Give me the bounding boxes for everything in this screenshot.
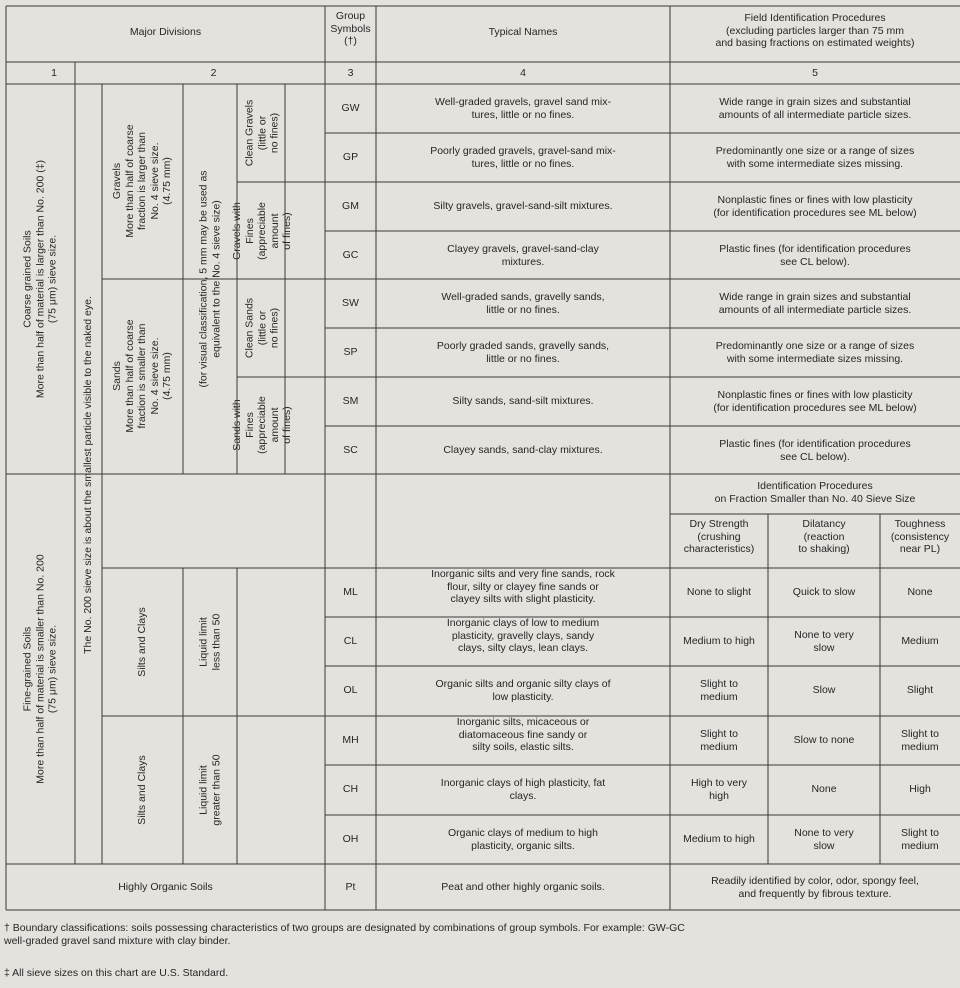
- field-procedure: Nonplastic fines or fines with low plasticity (for identification procedures see ML below): [713, 194, 917, 219]
- typical-name: Inorganic clays of low to medium plasticity, gravelly clays, sandy clays, silty clays, lean clays.: [446, 617, 600, 654]
- dilatancy-value: Quick to slow: [792, 586, 856, 598]
- dilatancy-value: Slow: [812, 684, 836, 696]
- field-procedure: Wide range in grain sizes and substantial amounts of all intermediate particle sizes.: [718, 96, 912, 121]
- toughness-header: Toughness (consistency near PL): [890, 518, 950, 555]
- field-procedure: Nonplastic fines or fines with low plasticity (for identification procedures see ML below): [713, 389, 917, 414]
- liquid-limit-low-label: Liquid limit less than 50: [197, 613, 222, 671]
- silts-clays-high-label: Silts and Clays: [135, 755, 148, 825]
- dry-strength-value: None to slight: [686, 586, 752, 598]
- toughness-value: High: [909, 783, 931, 795]
- typical-name: Silty sands, sand-silt mixtures.: [452, 395, 594, 407]
- dry-strength-value: Medium to high: [683, 833, 755, 845]
- typical-name: Inorganic silts, micaceous or diatomaceous fine sandy or silty soils, elastic silts.: [456, 716, 590, 753]
- typical-name: Clayey gravels, gravel-sand-clay mixtures.: [447, 243, 599, 268]
- typical-name: Inorganic silts and very fine sands, rock flour, silty or clayey fine sands or clayey silts with slight plasticity.: [431, 568, 615, 605]
- group-symbol: GM: [342, 200, 359, 212]
- column-number-1: 1: [51, 67, 57, 79]
- dilatancy-value: Slow to none: [793, 734, 855, 746]
- dry-strength-header: Dry Strength (crushing characteristics): [683, 518, 755, 555]
- typical-name: Organic clays of medium to high plasticity, organic silts.: [448, 827, 598, 852]
- group-symbol: Pt: [345, 881, 356, 893]
- column-number-2: 2: [210, 67, 217, 79]
- gravels-label: Gravels More than half of coarse fraction is larger than No. 4 sieve size. (4.75 mm): [110, 124, 173, 238]
- field-procedure: Predominantly one size or a range of sizes with some intermediate sizes missing.: [715, 145, 915, 170]
- column-number-4: 4: [520, 67, 526, 79]
- group-symbol: SP: [343, 346, 358, 358]
- sieve-size-note: The No. 200 sieve size is about the smallest particle visible to the naked eye.: [81, 296, 94, 654]
- dilatancy-value: None to very slow: [794, 629, 854, 654]
- silts-clays-low-label: Silts and Clays: [135, 607, 148, 677]
- liquid-limit-high-label: Liquid limit greater than 50: [197, 754, 222, 826]
- toughness-value: None: [907, 586, 933, 598]
- typical-name: Peat and other highly organic soils.: [441, 881, 605, 893]
- group-symbol: GW: [341, 102, 360, 114]
- toughness-value: Slight: [906, 684, 934, 696]
- toughness-value: Medium: [901, 635, 939, 647]
- toughness-value: Slight to medium: [901, 827, 939, 852]
- gravels-with-fines-label: Gravels with Fines (appreciable amount of fines): [230, 202, 293, 260]
- fine-grained-soils-label: Fine-grained Soils More than half of material is smaller than No. 200 (75 μm) sieve size.: [21, 554, 59, 784]
- sieve-footnote: ‡ All sieve sizes on this chart are U.S. Standard.: [4, 967, 229, 979]
- clean-gravels-label: Clean Gravels (little or no fines): [243, 99, 281, 167]
- dry-strength-value: High to very high: [690, 777, 748, 802]
- group-symbols-header: Group Symbols (†): [330, 10, 371, 47]
- typical-name: Clayey sands, sand-clay mixtures.: [443, 444, 603, 456]
- typical-name: Well-graded sands, gravelly sands, little or no fines.: [441, 291, 605, 316]
- column-number-3: 3: [347, 67, 354, 79]
- typical-name: Poorly graded sands, gravelly sands, little or no fines.: [436, 340, 610, 365]
- group-symbol: ML: [343, 586, 358, 598]
- clean-sands-label: Clean Sands (little or no fines): [243, 297, 281, 359]
- group-symbol: SW: [342, 297, 359, 309]
- group-symbol: MH: [342, 734, 359, 746]
- dry-strength-value: Slight to medium: [700, 728, 738, 753]
- boundary-footnote: † Boundary classifications: soils possessing characteristics of two groups are designated by combinations of group symbols. For example: GW-GC well-graded gravel sand mixture with clay binder.: [4, 922, 685, 947]
- group-symbol: SM: [342, 395, 359, 407]
- typical-name: Silty gravels, gravel-sand-silt mixtures.: [433, 200, 613, 212]
- group-symbol: GP: [342, 151, 359, 163]
- dry-strength-value: Slight to medium: [700, 678, 738, 703]
- group-symbol: SC: [343, 444, 358, 456]
- visual-classification-note: (for visual classification, 5 mm may be used as equivalent to the No. 4 sieve size): [197, 170, 222, 388]
- identification-procedures-header: Identification Procedures on Fraction Smaller than No. 40 Sieve Size: [714, 480, 916, 505]
- dilatancy-value: None to very slow: [794, 827, 854, 852]
- toughness-value: Slight to medium: [901, 728, 939, 753]
- group-symbol: OH: [342, 833, 359, 845]
- dry-strength-value: Medium to high: [683, 635, 755, 647]
- major-divisions-header: Major Divisions: [129, 26, 202, 38]
- field-procedure: Wide range in grain sizes and substantial amounts of all intermediate particle sizes.: [718, 291, 912, 316]
- typical-name: Poorly graded gravels, gravel-sand mix- tures, little or no fines.: [430, 145, 616, 170]
- field-identification-header: Field Identification Procedures (excluding particles larger than 75 mm and basing fractions on estimated weights): [715, 12, 915, 49]
- column-number-5: 5: [812, 67, 818, 79]
- group-symbol: GC: [342, 249, 359, 261]
- typical-names-header: Typical Names: [488, 26, 558, 38]
- field-procedure: Plastic fines (for identification procedures see CL below).: [719, 438, 911, 463]
- highly-organic-soils-label: Highly Organic Soils: [118, 881, 213, 893]
- field-procedure: Predominantly one size or a range of sizes with some intermediate sizes missing.: [715, 340, 915, 365]
- dilatancy-value: None: [811, 783, 837, 795]
- field-procedure: Plastic fines (for identification procedures see CL below).: [719, 243, 911, 268]
- typical-name: Organic silts and organic silty clays of low plasticity.: [435, 678, 611, 703]
- dilatancy-header: Dilatancy (reaction to shaking): [798, 518, 850, 555]
- sands-label: Sands More than half of coarse fraction is smaller than No. 4 sieve size. (4.75 mm): [110, 319, 173, 433]
- field-procedure: Readily identified by color, odor, spongy feel, and frequently by fibrous texture.: [711, 875, 919, 900]
- coarse-grained-soils-label: Coarse grained Soils More than half of material is larger than No. 200 (‡) (75 μm) sieve size.: [21, 159, 59, 399]
- typical-name: Well-graded gravels, gravel sand mix- tures, little or no fines.: [434, 96, 612, 121]
- group-symbol: OL: [343, 684, 358, 696]
- group-symbol: CL: [343, 635, 358, 647]
- sands-with-fines-label: Sands with Fines (appreciable amount of fines): [230, 396, 293, 454]
- group-symbol: CH: [342, 783, 359, 795]
- typical-name: Inorganic clays of high plasticity, fat clays.: [440, 777, 606, 802]
